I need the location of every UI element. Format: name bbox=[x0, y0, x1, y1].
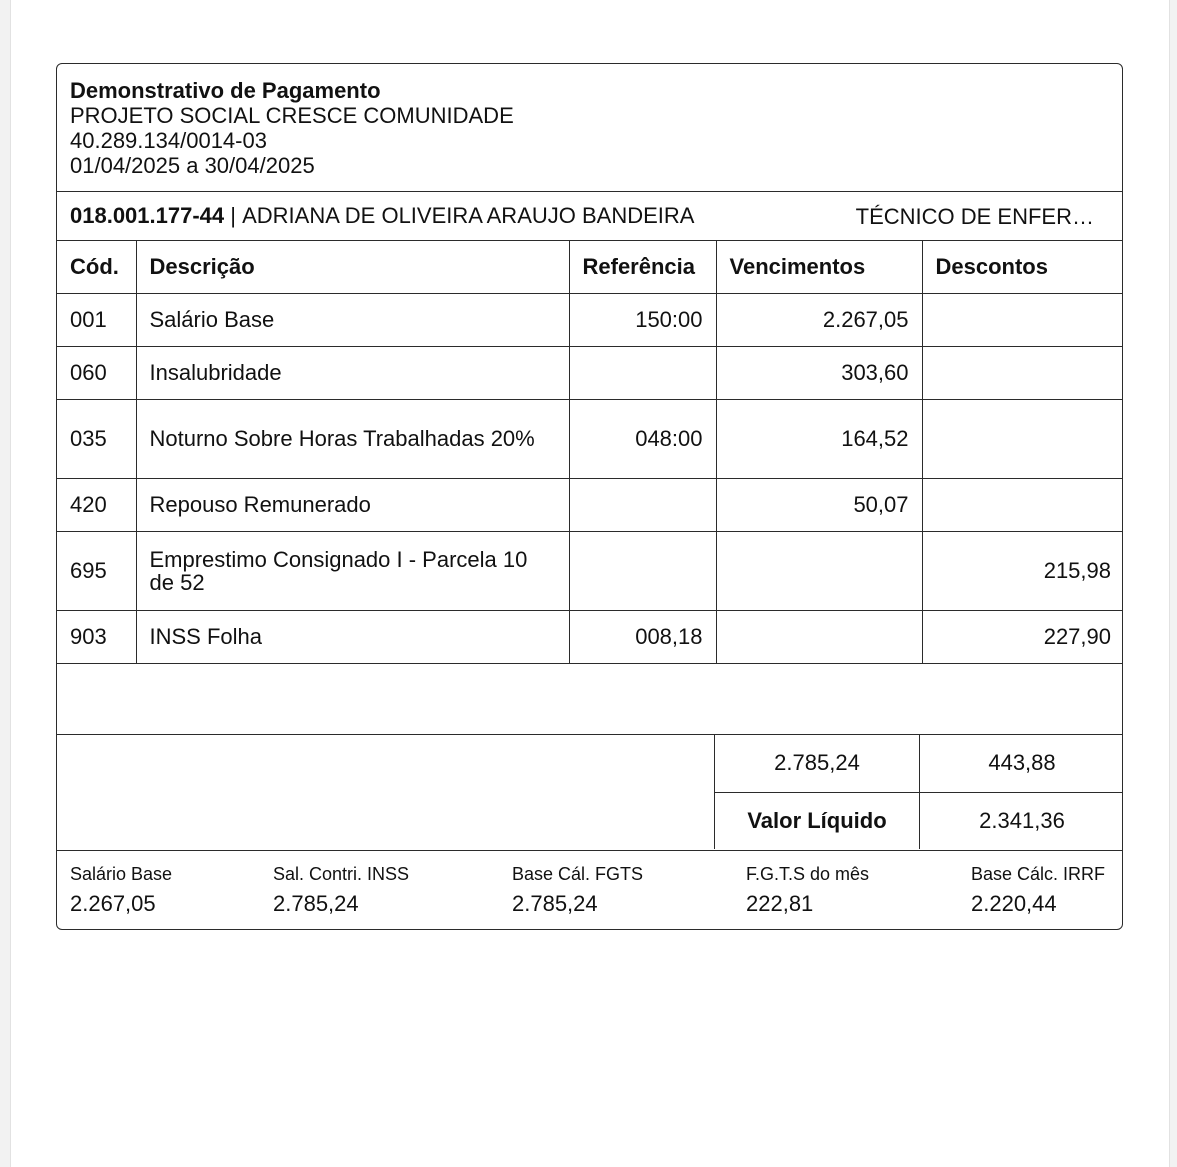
summary-footer bbox=[57, 851, 1122, 929]
employee-name: ADRIANA DE OLIVEIRA ARAUJO BANDEIRA bbox=[242, 203, 695, 228]
footer-label: Sal. Contri. INSS bbox=[273, 863, 410, 884]
footer-item-base-fgts bbox=[512, 863, 643, 919]
cell-referencia bbox=[569, 531, 716, 610]
footer-label: Salário Base bbox=[70, 863, 173, 884]
footer-value: 2.267,05 bbox=[70, 890, 156, 916]
net-value-label: Valor Líquido bbox=[714, 792, 919, 849]
cell-vencimentos: 50,07 bbox=[716, 478, 922, 531]
cell-referencia: 048:00 bbox=[569, 399, 716, 478]
cell-cod: 903 bbox=[57, 610, 136, 663]
employee-row bbox=[57, 192, 1122, 241]
footer-value: 2.785,24 bbox=[273, 890, 359, 916]
cell-cod: 695 bbox=[57, 531, 136, 610]
cell-descricao: Emprestimo Consignado I - Parcela 10 de 52 bbox=[136, 531, 569, 610]
footer-value: 2.220,44 bbox=[971, 890, 1057, 916]
col-header-referencia: Referência bbox=[569, 241, 716, 293]
cell-descricao: INSS Folha bbox=[136, 610, 569, 663]
cell-vencimentos: 303,60 bbox=[716, 346, 922, 399]
cell-referencia: 008,18 bbox=[569, 610, 716, 663]
net-value: 2.341,36 bbox=[919, 792, 1123, 849]
cell-vencimentos: 164,52 bbox=[716, 399, 922, 478]
total-vencimentos: 2.785,24 bbox=[714, 735, 919, 792]
footer-value: 2.785,24 bbox=[512, 890, 598, 916]
table-row bbox=[57, 610, 1123, 663]
table-row bbox=[57, 293, 1123, 346]
footer-label: Base Cál. FGTS bbox=[512, 863, 644, 884]
col-header-vencimentos: Vencimentos bbox=[716, 241, 922, 293]
footer-item-sal-contri-inss bbox=[273, 863, 409, 919]
footer-item-base-irrf bbox=[971, 863, 1105, 919]
employee-id: 018.001.177-44 bbox=[70, 203, 225, 228]
company-name: PROJETO SOCIAL CRESCE COMUNIDADE bbox=[70, 103, 514, 128]
cell-vencimentos bbox=[716, 531, 922, 610]
cell-descontos: 215,98 bbox=[922, 531, 1123, 610]
footer-item-fgts-mes bbox=[746, 863, 869, 919]
cell-descontos bbox=[922, 478, 1123, 531]
cell-referencia bbox=[569, 346, 716, 399]
cell-referencia: 150:00 bbox=[569, 293, 716, 346]
table-row bbox=[57, 531, 1123, 610]
cell-descricao: Salário Base bbox=[136, 293, 569, 346]
cell-vencimentos: 2.267,05 bbox=[716, 293, 922, 346]
document-title: Demonstrativo de Pagamento bbox=[70, 78, 381, 103]
empty-row bbox=[57, 664, 1122, 735]
col-header-cod: Cód. bbox=[57, 241, 136, 293]
cell-descricao: Noturno Sobre Horas Trabalhadas 20% bbox=[136, 399, 569, 478]
cell-vencimentos bbox=[716, 610, 922, 663]
cell-descontos: 227,90 bbox=[922, 610, 1123, 663]
table-header-row bbox=[57, 241, 1123, 293]
total-descontos: 443,88 bbox=[919, 735, 1123, 792]
cell-cod: 001 bbox=[57, 293, 136, 346]
footer-value: 222,81 bbox=[746, 890, 814, 916]
cell-cod: 060 bbox=[57, 346, 136, 399]
cell-descricao: Insalubridade bbox=[136, 346, 569, 399]
totals-section bbox=[57, 735, 1122, 851]
cell-descontos bbox=[922, 346, 1123, 399]
table-row bbox=[57, 399, 1123, 478]
cell-descricao: Repouso Remunerado bbox=[136, 478, 569, 531]
document-page bbox=[10, 0, 1170, 1167]
col-header-descontos: Descontos bbox=[922, 241, 1123, 293]
cell-referencia bbox=[569, 478, 716, 531]
payslip-header bbox=[57, 64, 1122, 192]
pay-period: 01/04/2025 a 30/04/2025 bbox=[70, 153, 315, 178]
col-header-descricao: Descrição bbox=[136, 241, 569, 293]
footer-label: Base Cálc. IRRF bbox=[971, 863, 1106, 884]
table-row bbox=[57, 346, 1123, 399]
cell-cod: 035 bbox=[57, 399, 136, 478]
company-cnpj: 40.289.134/0014-03 bbox=[70, 128, 267, 153]
payslip-card bbox=[56, 63, 1123, 930]
cell-descontos bbox=[922, 293, 1123, 346]
employee-separator: | bbox=[224, 203, 243, 228]
employee-role: TÉCNICO DE ENFER… bbox=[855, 204, 1094, 229]
earnings-table bbox=[57, 241, 1123, 664]
footer-item-salario-base bbox=[70, 863, 172, 919]
cell-descontos bbox=[922, 399, 1123, 478]
footer-label: F.G.T.S do mês bbox=[746, 863, 870, 884]
cell-cod: 420 bbox=[57, 478, 136, 531]
table-row bbox=[57, 478, 1123, 531]
